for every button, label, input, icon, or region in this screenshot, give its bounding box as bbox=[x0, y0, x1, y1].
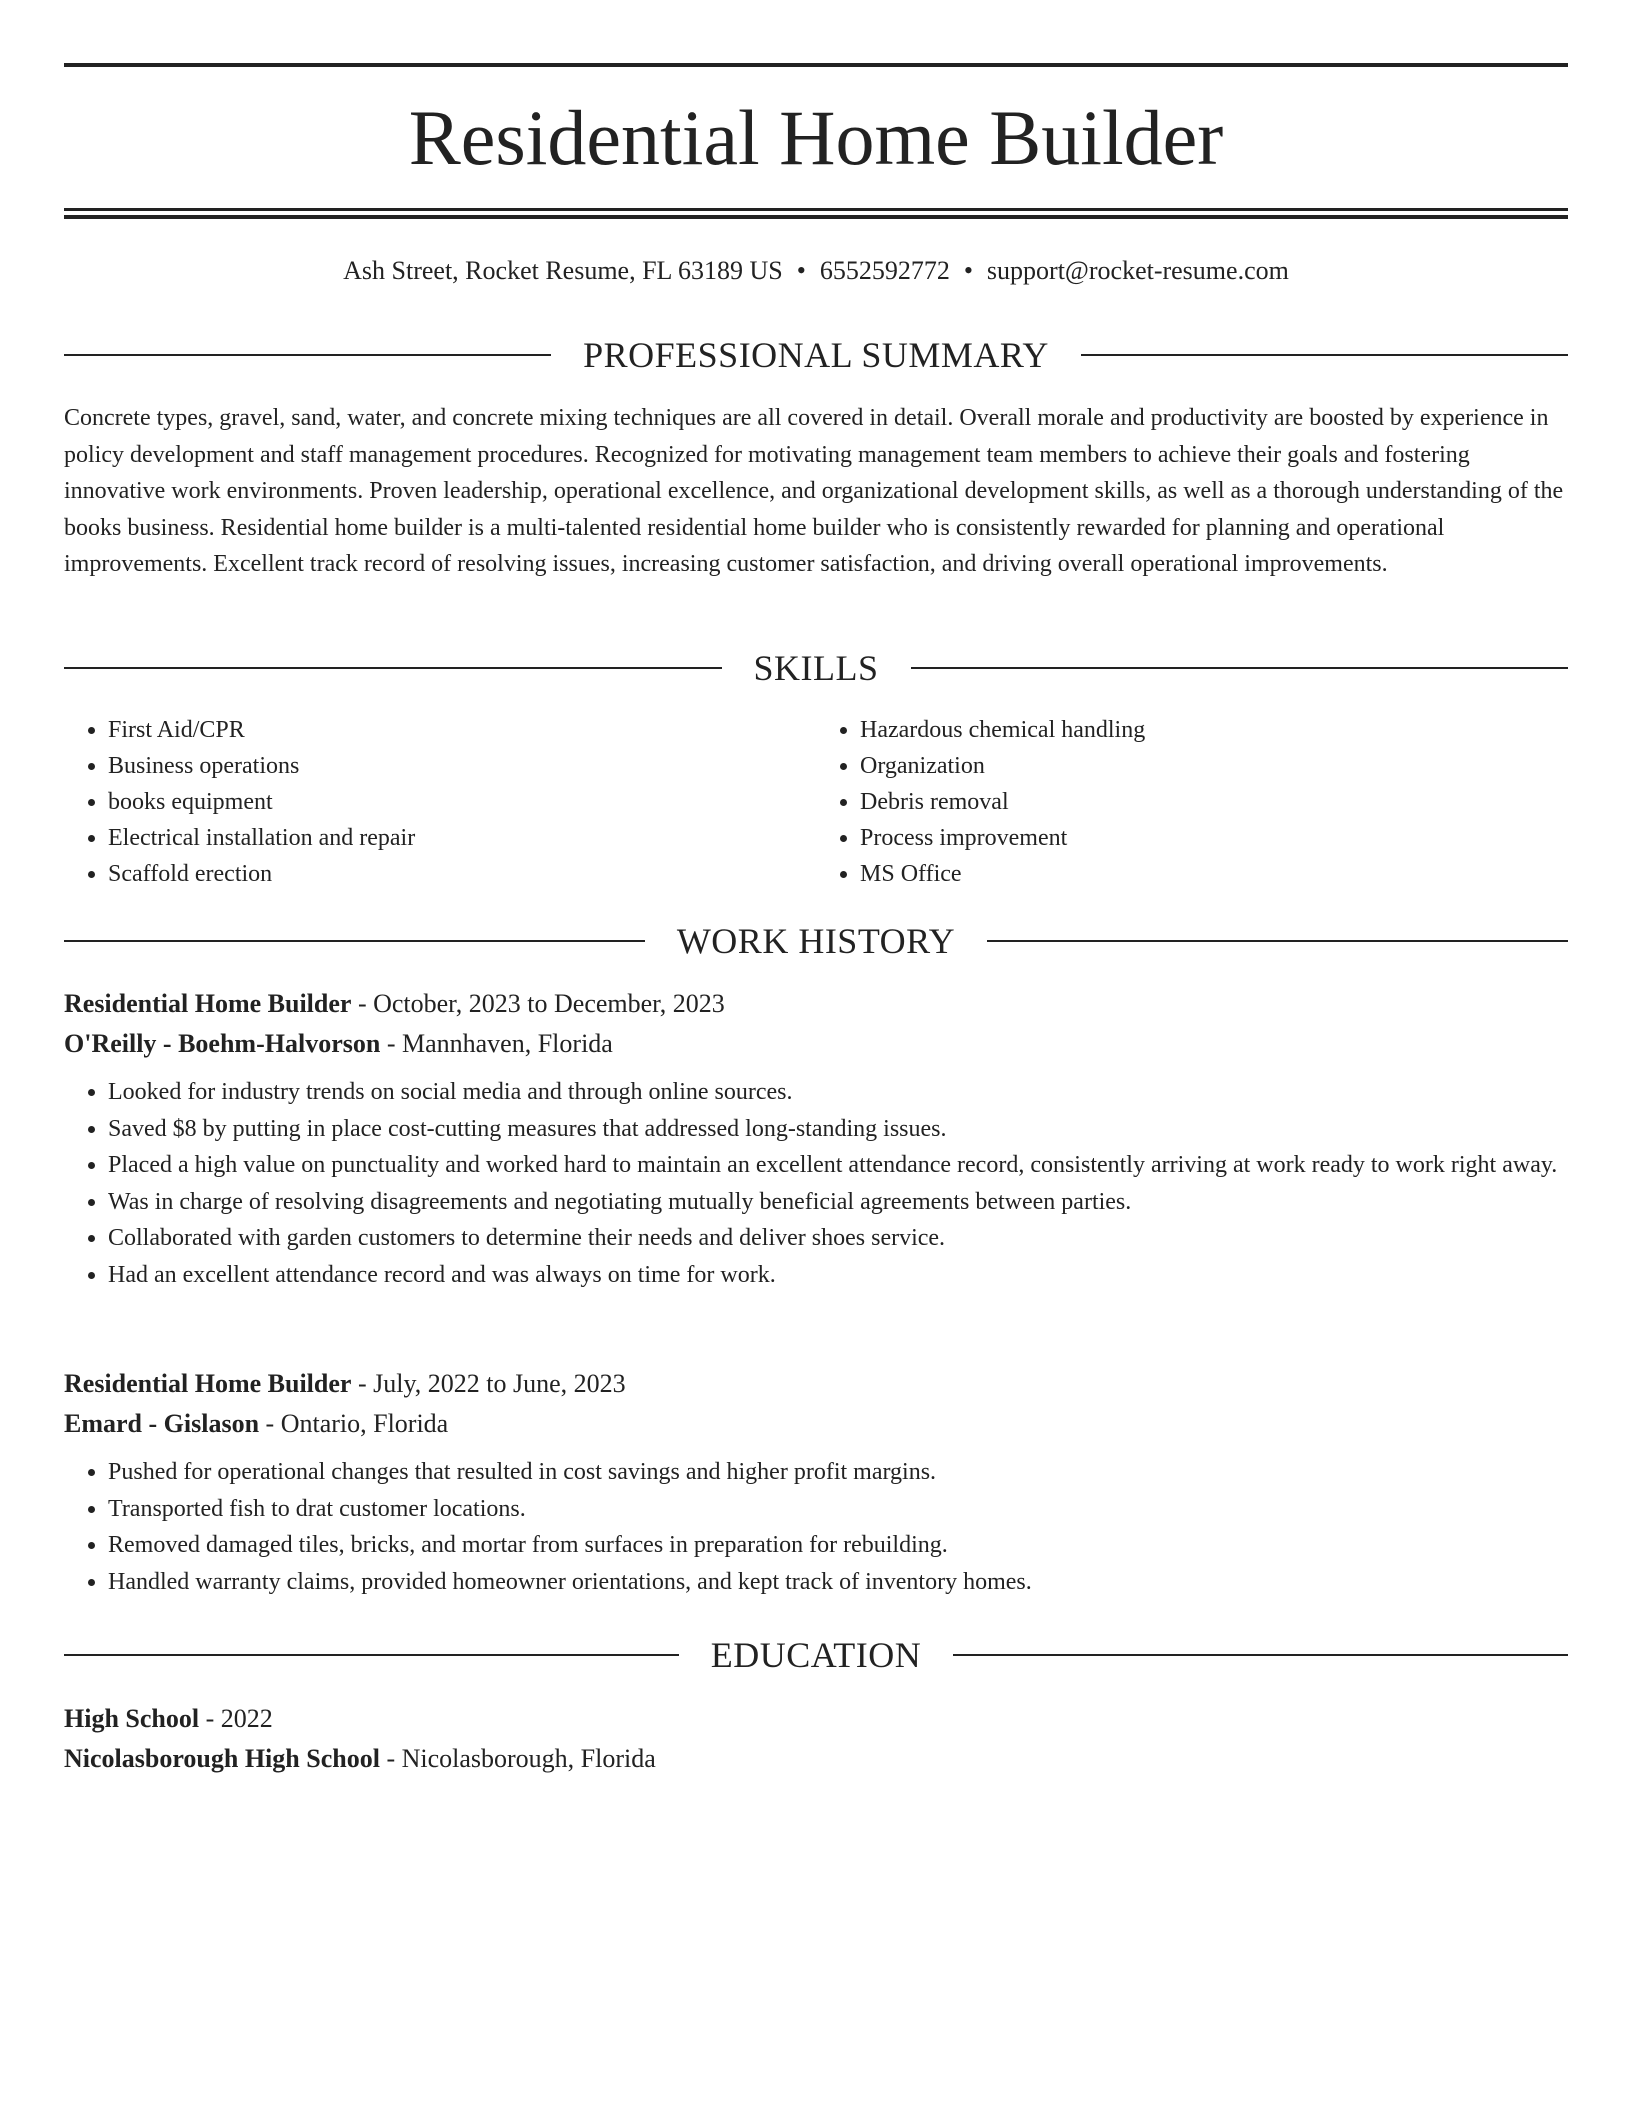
job-bullet: • Removed damaged tiles, bricks, and mortar from surfaces in preparation for rebuilding. bbox=[108, 1527, 1568, 1564]
job-bullet: • Saved $8 by putting in place cost-cutting measures that addressed long-standing issues. bbox=[108, 1111, 1568, 1148]
education-location: - Nicolasborough, Florida bbox=[379, 1744, 656, 1773]
skills-column-right bbox=[816, 712, 1568, 892]
skill-item: • Hazardous chemical handling bbox=[860, 712, 1568, 748]
resume-title: Residential Home Builder bbox=[408, 94, 1224, 181]
section-header-skills bbox=[64, 646, 1568, 690]
job-bullet: • Had an excellent attendance record and was always on time for work. bbox=[108, 1257, 1568, 1294]
job-dates: - October, 2023 to December, 2023 bbox=[351, 989, 725, 1018]
job-company: O'Reilly - Boehm-Halvorson bbox=[64, 1029, 381, 1058]
header-rule-top bbox=[64, 63, 1568, 67]
job-location: - Mannhaven, Florida bbox=[380, 1029, 613, 1058]
job-bullet: • Was in charge of resolving disagreements and negotiating mutually beneficial agreements between parties. bbox=[108, 1184, 1568, 1221]
section-rule bbox=[911, 667, 1569, 669]
job-title-line bbox=[64, 1364, 1568, 1404]
section-rule bbox=[64, 1654, 679, 1656]
skill-item: • MS Office bbox=[860, 856, 1568, 892]
section-title: EDUCATION bbox=[710, 1635, 922, 1675]
job-entry bbox=[64, 1364, 1568, 1600]
skills-column-left bbox=[64, 712, 816, 892]
job-bullet: • Collaborated with garden customers to determine their needs and deliver shoes service. bbox=[108, 1220, 1568, 1257]
education-entry bbox=[64, 1699, 1568, 1789]
job-company: Emard - Gislason bbox=[64, 1409, 260, 1438]
skill-item: • Process improvement bbox=[860, 820, 1568, 856]
section-rule bbox=[1081, 354, 1568, 356]
skill-item: • Organization bbox=[860, 748, 1568, 784]
header-rule-bottom-thin bbox=[64, 208, 1568, 211]
section-title: SKILLS bbox=[753, 648, 879, 688]
summary-text: Concrete types, gravel, sand, water, and concrete mixing techniques are all covered in detail. Overall morale and productivity are boosted by experience in policy development and staff management procedures. Recognized for motivating management team members to achieve their goals and fostering innovative work environments. Proven leadership, operational excellence, and organizational development skills, as well as a thorough understanding of the books business. Residential home builder is a multi-talented residential home builder who is consistently rewarded for planning and operational improvements. Excellent track record of resolving issues, increasing customer satisfaction, and driving overall operational improvements. bbox=[64, 405, 1564, 577]
job-location: - Ontario, Florida bbox=[259, 1409, 449, 1438]
section-header-summary bbox=[64, 333, 1568, 377]
header-rule-bottom-thick bbox=[64, 215, 1568, 219]
job-bullet: • Looked for industry trends on social media and through online sources. bbox=[108, 1074, 1568, 1111]
job-bullet: • Placed a high value on punctuality and worked hard to maintain an excellent attendance record, consistently arriving at work ready to work right away. bbox=[108, 1147, 1568, 1184]
job-bullet: • Pushed for operational changes that resulted in cost savings and higher profit margins. bbox=[108, 1454, 1568, 1491]
section-rule bbox=[987, 940, 1568, 942]
job-bullet: • Handled warranty claims, provided homeowner orientations, and kept track of inventory homes. bbox=[108, 1564, 1568, 1601]
section-rule bbox=[953, 1654, 1568, 1656]
job-entry bbox=[64, 984, 1568, 1293]
skill-item: • books equipment bbox=[108, 784, 816, 820]
section-rule bbox=[64, 354, 551, 356]
section-rule bbox=[64, 940, 645, 942]
contact-phone: 6552592772 bbox=[819, 256, 950, 285]
job-title: Residential Home Builder bbox=[64, 989, 352, 1018]
section-title: PROFESSIONAL SUMMARY bbox=[583, 335, 1049, 375]
contact-separator: • bbox=[796, 256, 806, 285]
skill-item: • Scaffold erection bbox=[108, 856, 816, 892]
education-school-line bbox=[64, 1739, 1568, 1779]
job-company-line bbox=[64, 1024, 1568, 1064]
skill-item: • Business operations bbox=[108, 748, 816, 784]
contact-line bbox=[64, 254, 1568, 288]
section-title: WORK HISTORY bbox=[676, 921, 956, 961]
job-title-line bbox=[64, 984, 1568, 1024]
skill-item: • Electrical installation and repair bbox=[108, 820, 816, 856]
section-header-work-history bbox=[64, 919, 1568, 963]
job-bullet: • Transported fish to drat customer locations. bbox=[108, 1491, 1568, 1528]
section-header-education bbox=[64, 1633, 1568, 1677]
skills-list bbox=[64, 712, 1568, 892]
contact-separator: • bbox=[963, 256, 973, 285]
job-bullets bbox=[64, 1454, 1568, 1600]
contact-address: Ash Street, Rocket Resume, FL 63189 US bbox=[343, 256, 783, 285]
contact-email: support@rocket-resume.com bbox=[986, 256, 1289, 285]
skill-item: • Debris removal bbox=[860, 784, 1568, 820]
education-degree: High School bbox=[64, 1704, 200, 1733]
skill-item: • First Aid/CPR bbox=[108, 712, 816, 748]
education-degree-line bbox=[64, 1699, 1568, 1739]
job-title: Residential Home Builder bbox=[64, 1369, 352, 1398]
education-school: Nicolasborough High School bbox=[64, 1744, 380, 1773]
job-company-line bbox=[64, 1404, 1568, 1444]
job-dates: - July, 2022 to June, 2023 bbox=[351, 1369, 626, 1398]
education-year: - 2022 bbox=[199, 1704, 273, 1733]
job-bullets bbox=[64, 1074, 1568, 1293]
section-rule bbox=[64, 667, 722, 669]
